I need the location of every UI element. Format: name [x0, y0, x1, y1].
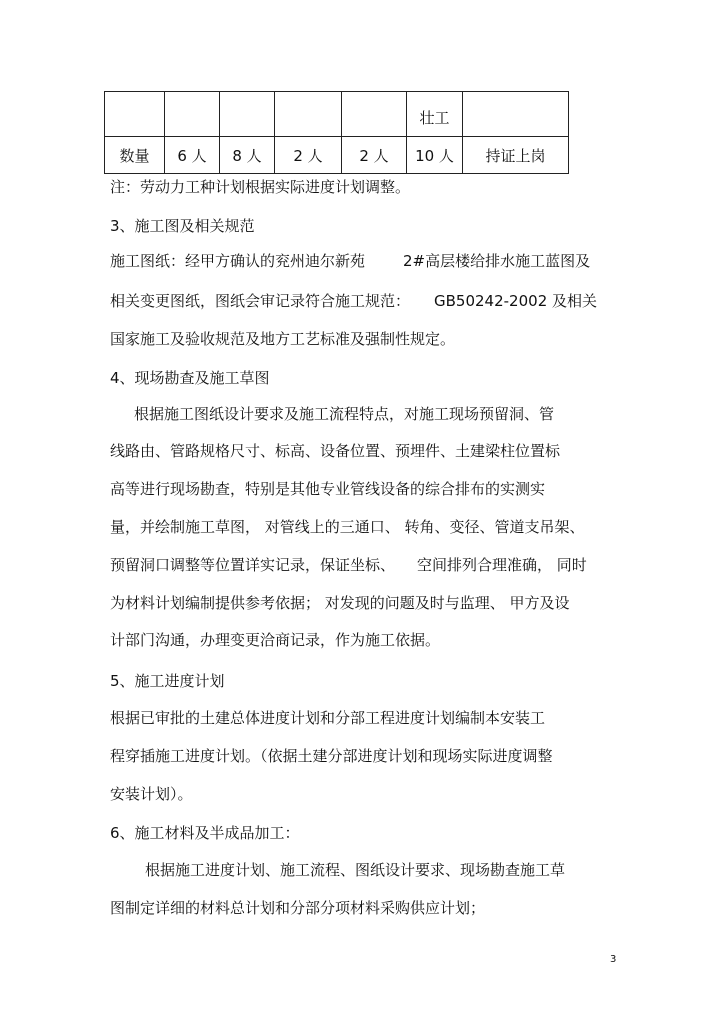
table-cell: 2 人 — [342, 137, 407, 174]
table-cell — [275, 92, 342, 137]
paragraph-line: 国家施工及验收规范及地方工艺标准及强制性规定。 — [110, 330, 456, 348]
text-span: 相关变更图纸，图纸会审记录符合施工规范： — [110, 292, 411, 310]
text-span: 施工图纸：经甲方确认的兖州迪尔新苑 — [110, 252, 366, 270]
table-header-row — [105, 92, 569, 137]
page-number: 3 — [610, 954, 617, 965]
paragraph-line: 为材料计划编制提供参考依据； 对发现的问题及时与监理、 甲方及设 — [110, 594, 570, 612]
paragraph-line: 根据施工进度计划、施工流程、图纸设计要求、现场勘查施工草 — [145, 861, 566, 879]
text-span: 预留洞口调整等位置详实记录，保证坐标、 — [110, 556, 396, 574]
table-cell: 6 人 — [165, 137, 220, 174]
table-cell — [220, 92, 275, 137]
paragraph-line: 根据施工图纸设计要求及施工流程特点，对施工现场预留洞、管 — [134, 405, 555, 423]
paragraph-line: 高等进行现场勘查，特别是其他专业管线设备的综合排布的实测实 — [110, 480, 546, 498]
section-3-heading: 3、施工图及相关规范 — [110, 217, 255, 235]
paragraph-line: 根据已审批的土建总体进度计划和分部工程进度计划编制本安装工 — [110, 709, 546, 727]
paragraph-line: 图制定详细的材料总计划和分部分项材料采购供应计划； — [110, 899, 486, 917]
table-cell: 8 人 — [220, 137, 275, 174]
paragraph-line — [110, 291, 597, 311]
text-span: GB50242-2002 及相关 — [434, 292, 598, 310]
table-cell — [165, 92, 220, 137]
note-text: 注：劳动力工种计划根据实际进度计划调整。 — [110, 178, 411, 196]
section-4-heading: 4、现场勘查及施工草图 — [110, 369, 270, 387]
table-cell: 持证上岗 — [463, 137, 569, 174]
table-cell: 壮工 — [407, 92, 463, 137]
text-span: 2#高层楼给排水施工蓝图及 — [403, 252, 591, 270]
table-cell: 2 人 — [275, 137, 342, 174]
text-span: 空间排列合理准确， 同时 — [417, 556, 587, 574]
section-5-heading: 5、施工进度计划 — [110, 672, 225, 690]
paragraph-line — [110, 555, 587, 575]
table-cell: 10 人 — [407, 137, 463, 174]
table-cell — [342, 92, 407, 137]
paragraph-line: 量，并绘制施工草图， 对管线上的三通口、 转角、变径、管道支吊架、 — [110, 518, 585, 536]
paragraph-line: 程穿插施工进度计划。（依据土建分部进度计划和现场实际进度调整 — [110, 747, 553, 765]
paragraph-line: 线路由、管路规格尺寸、标高、设备位置、预埋件、土建梁柱位置标 — [110, 442, 561, 460]
labor-table — [104, 91, 569, 174]
table-row-label: 数量 — [105, 137, 165, 174]
table-cell — [463, 92, 569, 137]
table-row — [105, 137, 569, 174]
paragraph-line: 安装计划）。 — [110, 785, 193, 803]
table-cell — [105, 92, 165, 137]
section-6-heading: 6、施工材料及半成品加工： — [110, 824, 300, 842]
paragraph-line — [110, 251, 590, 271]
paragraph-line: 计部门沟通，办理变更洽商记录，作为施工依据。 — [110, 631, 441, 649]
